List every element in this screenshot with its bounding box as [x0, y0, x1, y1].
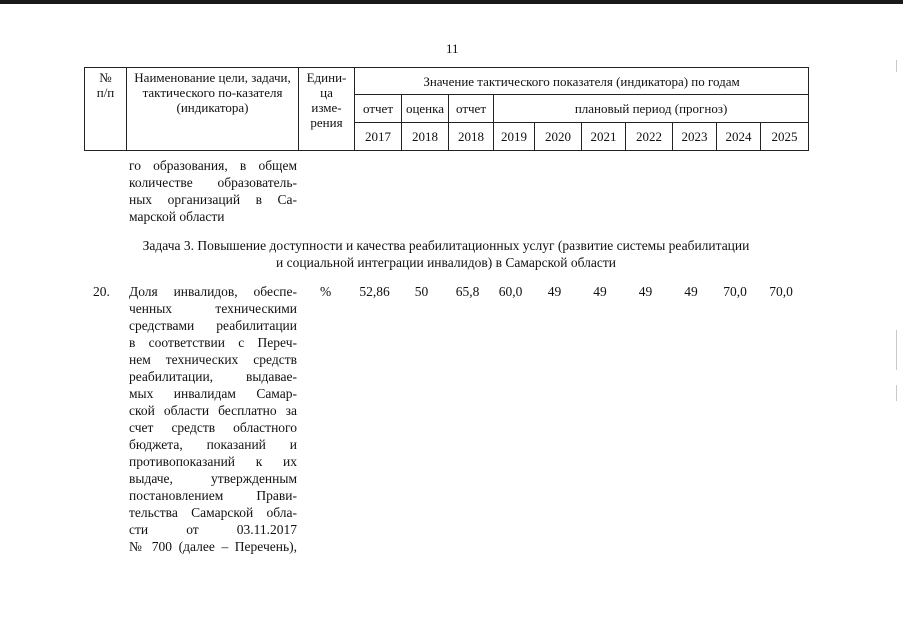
header-year: 2021	[582, 123, 626, 151]
header-year: 2024	[717, 123, 761, 151]
indicator-line: нем технических средств	[129, 352, 297, 367]
indicator-line: ской области бесплатно за	[129, 403, 297, 418]
indicator-line: № 700 (далее – Перечень),	[129, 539, 297, 554]
header-sub-report-2017: отчет	[355, 95, 402, 123]
indicator-line: противопоказаний к их	[129, 454, 297, 469]
header-num: № п/п	[85, 68, 127, 151]
value-cell: 49	[684, 284, 698, 299]
scan-artifact-mark	[896, 60, 897, 72]
scan-artifact-mark	[896, 330, 897, 370]
indicator-line: средствами реабилитации	[129, 318, 297, 333]
row-number: 20.	[93, 284, 110, 299]
continuation-line: ных организаций в Са-	[129, 192, 297, 207]
indicator-line: бюджета, показаний и	[129, 437, 297, 452]
indicator-line: постановлением Прави-	[129, 488, 297, 503]
task-heading-line: Задача 3. Повышение доступности и качества реабилитационных услуг (развитие системы реабилитации	[142, 238, 750, 253]
indicator-line: реабилитации, выдавае-	[129, 369, 297, 384]
header-year: 2019	[494, 123, 535, 151]
indicator-name	[129, 283, 297, 555]
value-cell: 49	[547, 284, 562, 299]
indicator-line: выдаче, утвержденным	[129, 471, 297, 486]
row-unit: %	[320, 284, 332, 299]
header-sub-report-2018: отчет	[449, 95, 494, 123]
indicator-line: ченных техническими	[129, 301, 297, 316]
value-cell: 70,0	[723, 284, 747, 299]
indicator-table-header	[84, 67, 809, 151]
indicator-line: тельства Самарской обла-	[129, 505, 297, 520]
value-cell: 60,0	[498, 284, 523, 299]
value-cell: 52,86	[359, 284, 390, 299]
continuation-line: марской области	[129, 209, 225, 224]
header-value-title: Значение тактического показателя (индикатора) по годам	[355, 68, 809, 95]
header-year: 2022	[626, 123, 673, 151]
header-sub-estimate-2018: оценка	[402, 95, 449, 123]
task-heading	[84, 237, 808, 271]
continuation-line: количестве образователь-	[129, 175, 297, 190]
header-year: 2020	[535, 123, 582, 151]
top-border-line	[0, 0, 903, 4]
scan-artifact-mark	[896, 385, 897, 401]
value-cell: 65,8	[455, 284, 480, 299]
header-year: 2018	[402, 123, 449, 151]
header-year: 2023	[673, 123, 717, 151]
task-heading-line: и социальной интеграции инвалидов) в Самарской области	[276, 255, 616, 270]
indicator-line: мых инвалидам Самар-	[129, 386, 297, 401]
indicator-line: счет средств областного	[129, 420, 297, 435]
header-unit: Едини- ца изме- рения	[299, 68, 355, 151]
header-name: Наименование цели, задачи, тактического по-казателя (индикатора)	[127, 68, 299, 151]
continuation-line: го образования, в общем	[129, 158, 297, 173]
header-plan-period: плановый период (прогноз)	[494, 95, 809, 123]
header-year: 2025	[761, 123, 809, 151]
indicator-line: Доля инвалидов, обеспе-	[129, 284, 297, 299]
value-cell: 49	[593, 284, 607, 299]
header-year: 2018	[449, 123, 494, 151]
indicator-line: в соответствии с Переч-	[129, 335, 297, 350]
value-cell: 49	[638, 284, 653, 299]
header-year: 2017	[355, 123, 402, 151]
value-cell: 70,0	[769, 284, 793, 299]
page-number: 11	[446, 41, 459, 56]
value-cell: 50	[414, 284, 429, 299]
continuation-text	[129, 157, 297, 225]
indicator-line: сти от 03.11.2017	[129, 522, 297, 537]
